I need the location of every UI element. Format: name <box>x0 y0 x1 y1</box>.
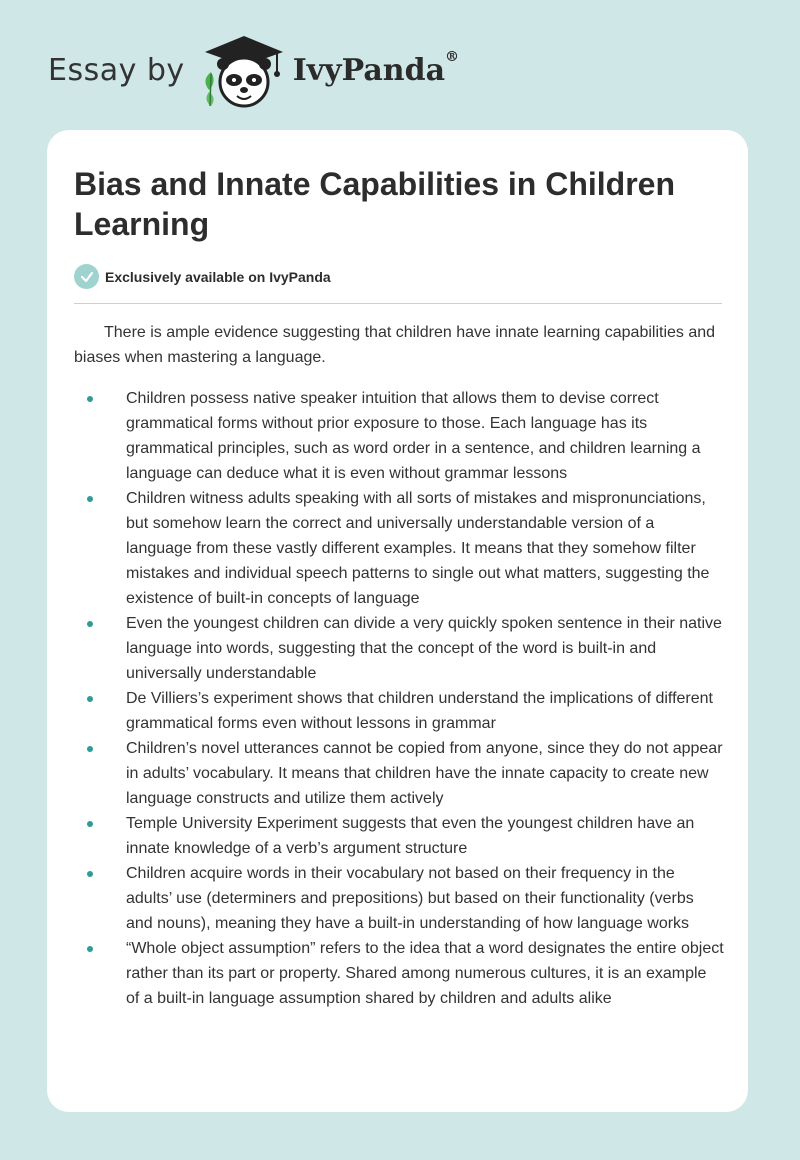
bullet-dot-icon <box>87 946 93 952</box>
exclusive-label: Exclusively available on IvyPanda <box>105 268 331 285</box>
list-item: “Whole object assumption” refers to the idea that a word designates the entire object rather than its part or property. Shared among numerous cultures, it is an example of a built-in language assumption shared by children and adults alike <box>74 936 724 1011</box>
list-item: De Villiers’s experiment shows that children understand the implications of different grammatical forms even without lessons in grammar <box>74 686 724 736</box>
panda-logo-icon[interactable] <box>199 30 289 110</box>
brand-name[interactable]: IvyPanda® <box>292 48 460 88</box>
bullet-dot-icon <box>87 821 93 827</box>
check-icon <box>74 264 99 289</box>
bullet-dot-icon <box>87 871 93 877</box>
list-item: Children acquire words in their vocabulary not based on their frequency in the adults’ use (determiners and prepositions) but based on their functionality (verbs and nouns), meaning they have a built-in understanding of how language works <box>74 861 724 936</box>
article-card <box>47 130 748 1112</box>
list-item: Temple University Experiment suggests that even the youngest children have an innate knowledge of a verb’s argument structure <box>74 811 724 861</box>
divider <box>74 303 722 304</box>
exclusive-badge <box>74 264 331 289</box>
bullet-dot-icon <box>87 621 93 627</box>
bullet-dot-icon <box>87 396 93 402</box>
bullet-dot-icon <box>87 696 93 702</box>
site-header <box>48 30 459 110</box>
list-item: Even the youngest children can divide a very quickly spoken sentence in their native language into words, suggesting that the concept of the word is built-in and universally understandable <box>74 611 724 686</box>
list-item: Children possess native speaker intuition that allows them to devise correct grammatical forms without prior exposure to those. Each language has its grammatical principles, such as word order in a sentence, and children learning a language can deduce what it is even without grammar lessons <box>74 386 724 486</box>
bullet-list <box>74 386 724 1011</box>
list-item: Children’s novel utterances cannot be copied from anyone, since they do not appear in adults’ vocabulary. It means that children have the innate capacity to create new language constructs and utilize them actively <box>74 736 724 811</box>
bullet-dot-icon <box>87 746 93 752</box>
essay-by-label: Essay by <box>48 52 185 88</box>
list-item: Children witness adults speaking with all sorts of mistakes and mispronunciations, but somehow learn the correct and universally understandable version of a language from these vastly different examples. It means that they somehow filter mistakes and individual speech patterns to single out what matters, suggesting the existence of built-in concepts of language <box>74 486 724 611</box>
article-title: Bias and Innate Capabilities in Children Learning <box>74 166 675 242</box>
bullet-dot-icon <box>87 496 93 502</box>
intro-paragraph: There is ample evidence suggesting that children have innate learning capabilities and biases when mastering a language. <box>74 324 716 366</box>
